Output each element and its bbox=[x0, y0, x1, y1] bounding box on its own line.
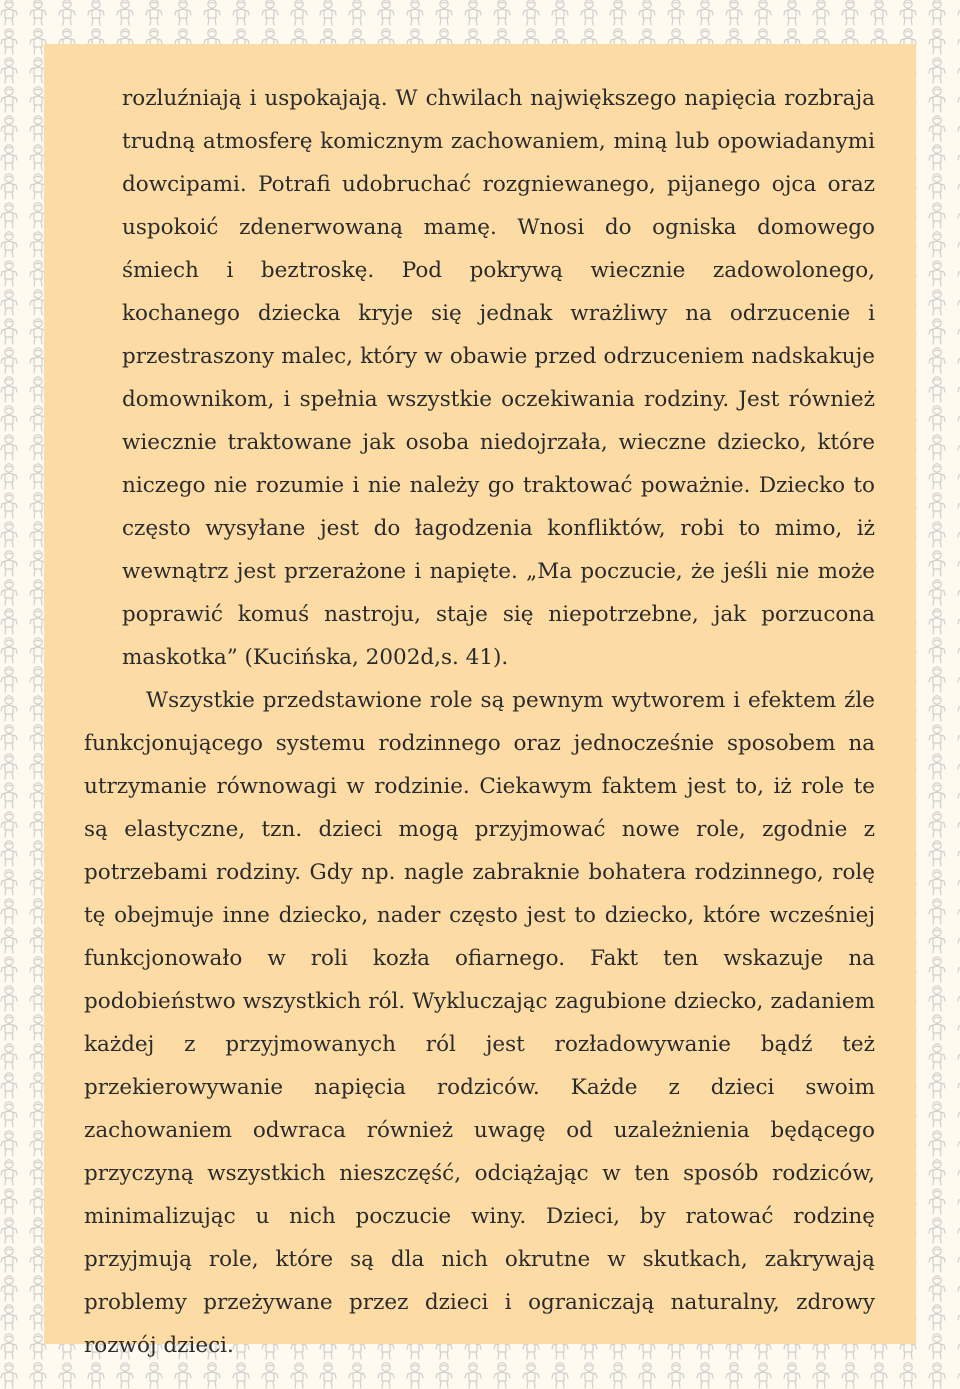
paragraph-continued: rozluźniają i uspokajają. W chwilach największego napięcia rozbraja trudną atmosferę komicznym zachowaniem, miną lub opowiadanymi dowcipami. Potrafi udobruchać rozgniewanego, pijanego ojca oraz uspokoić zdenerwowaną mamę. Wnosi do ogniska domowego śmiech i beztroskę. Pod pokrywą wiecznie zadowolonego, kochanego dziecka kryje się jednak wrażliwy na odrzucenie i przestraszony malec, który w obawie przed odrzuceniem nadskakuje domownikom, i spełnia wszystkie oczekiwania rodziny. Jest również wiecznie traktowane jak osoba niedojrzała, wieczne dziecko, które niczego nie rozumie i nie należy go traktować poważnie. Dziecko to często wysyłane jest do łagodzenia konfliktów, robi to mimo, iż wewnątrz jest przerażone i napięte. „Ma poczucie, że jeśli nie może poprawić komuś nastroju, staje się niepotrzebne, jak porzucona maskotka” (Kucińska, 2002d,s. 41). bbox=[122, 86, 875, 670]
paragraph-roles-summary: Wszystkie przedstawione role są pewnym wytworem i efektem źle funkcjonującego systemu rodzinnego oraz jednocześnie sposobem na utrzymanie równowagi w rodzinie. Ciekawym faktem jest to, iż role te są elastyczne, tzn. dzieci mogą przyjmować nowe role, zgodnie z potrzebami rodziny. Gdy np. nagle zabraknie bohatera rodzinnego, rolę tę obejmuje inne dziecko, nader często jest to dziecko, które wcześniej funkcjonowało w roli kozła ofiarnego. Fakt ten wskazuje na podobieństwo wszystkich ról. Wykluczając zagubione dziecko, zadaniem każdej z przyjmowanych ról jest rozładowywanie bądź też przekierowywanie napięcia rodziców. Każde z dzieci swoim zachowaniem odwraca również uwagę od uzależnienia będącego przyczyną wszystkich nieszczęść, odciążając w ten sposób rodziców, minimalizując u nich poczucie winy. Dzieci, by ratować rodzinę przyjmują role, które są dla nich okrutne w skutkach, zakrywają problemy przeżywane przez dzieci i ograniczają naturalny, zdrowy rozwój dzieci. bbox=[84, 688, 875, 1358]
